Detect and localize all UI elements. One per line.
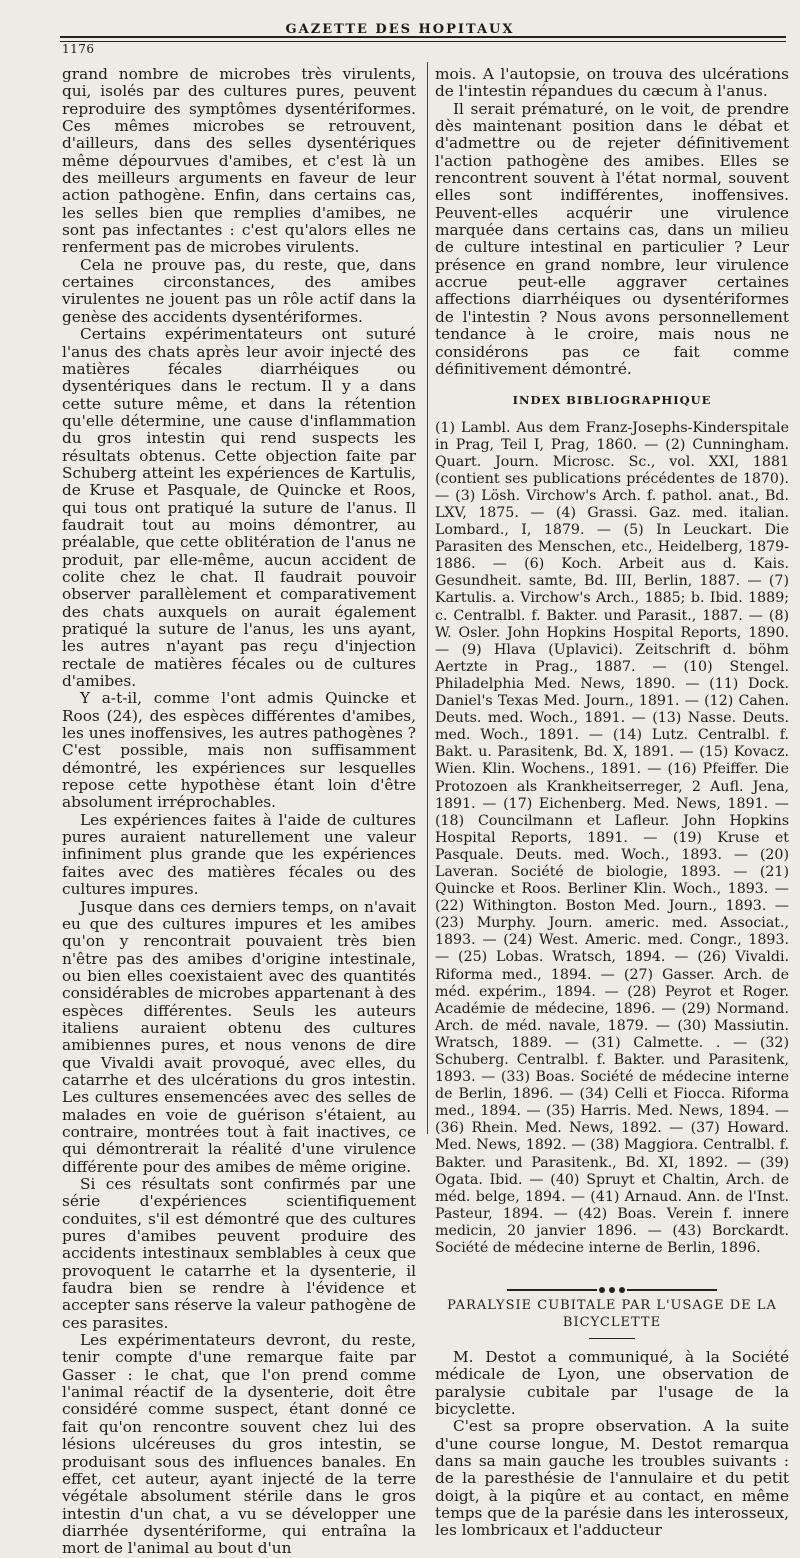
- paragraph: Les expérimentateurs devront, du reste, tenir compte d'une remarque faite par Gasser : le chat, que l'on prend comme l'animal réactif de la dysenterie, doit être considéré comme suspect, étant donné ce fait qu'on rencontre souvent chez lui des lésions ulcéreuses du gros intestin, se produisant sous des influences banales. En effet, cet auteur, ayant injecté de la terre végétale absolument stérile dans le gros intestin d'un chat, a vu se développer une diarrhée dysentériforme, qui entraîna la mort de l'animal au bout d'un: [62, 1331, 416, 1558]
- paragraph: mois. A l'autopsie, on trouva des ulcérations de l'intestin répandues du cæcum à l'anus.: [435, 65, 789, 101]
- right-column: [435, 66, 789, 1540]
- paragraph: Les expériences faites à l'aide de cultures pures auraient naturellement une valeur infiniment plus grande que les expériences faites avec des matières fécales ou des cultures impures.: [62, 810, 416, 899]
- title-rule: [589, 1338, 635, 1339]
- bibliography-heading: INDEX BIBLIOGRAPHIQUE: [512, 393, 712, 408]
- bibliography-text: (1) Lambl. Aus dem Franz-Josephs-Kinderspitale in Prag, Teil I, Prag, 1860. — (2) Cunningham. Quart. Journ. Microsc. Sc., vol. XXI, 1881 (contient ses publications précédentes de 1870). — (3) Lösh. Virchow's Arch. f. pathol. anat., Bd. LXV, 1875. — (4) Grassi. Gaz. med. italian. Lombard., I, 1879. — (5) In Leuckart. Die Parasiten des Menschen, etc., Heidelberg, 1879-1886. — (6) Koch. Arbeit aus d. Kais. Gesundheit. samte, Bd. III, Berlin, 1887. — (7) Kartulis. a. Virchow's Arch., 1885; b. Ibid. 1889; c. Centralbl. f. Bakter. und Parasit., 1887. — (8) W. Osler. John Hopkins Hospital Reports, 1890. — (9) Hlava (Uplavici). Zeitschrift d. böhm Aertzte in Prag., 1887. — (10) Stengel. Philadelphia Med. News, 1890. — (11) Dock. Daniel's Texas Med. Journ., 1891. — (12) Cahen. Deuts. med. Woch., 1891. — (13) Nasse. Deuts. med. Woch., 1891. — (14) Lutz. Centralbl. f. Bakt. u. Parasitenk, Bd. X, 1891. — (15) Kovacz. Wien. Klin. Wochens., 1891. — (16) Pfeiffer. Die Protozoen als Krankheitserreger, 2 Aufl. Jena, 1891. — (17) Eichenberg. Med. News, 1891. — (18) Councilmann et Lafleur. John Hopkins Hospital Reports, 1891. — (19) Kruse et Pasquale. Deuts. med. Woch., 1893. — (20) Laveran. Société de biologie, 1893. — (21) Quincke et Roos. Berliner Klin. Woch., 1893. — (22) Withington. Boston Med. Journ., 1893. — (23) Murphy. Journ. americ. med. Associat., 1893. — (24) West. Americ. med. Congr., 1893. — (25) Lobas. Wratsch, 1894. — (26) Vivaldi. Riforma med., 1894. — (27) Gasser. Arch. de méd. expérim., 1894. — (28) Peyrot et Roger. Académie de médecine, 1896. — (29) Normand. Arch. de méd. navale, 1879. — (30) Massiutin. Wratsch, 1889. — (31) Calmette. . — (32) Schuberg. Centralbl. f. Bakter. und Parasitenk, 1893. — (33) Boas. Société de médecine interne de Berlin, 1896. — (34) Celli et Fiocca. Riforma med., 1894. — (35) Harris. Med. News, 1894. — (36) Rhein. Med. News, 1892. — (37) Howard. Med. News, 1892. — (38) Maggiora. Centralbl. f. Bakter. und Parasitenk., Bd. XI, 1892. — (39) Ogata. Ibid. — (40) Spruyt et Chaltin, Arch. de méd. belge, 1894. — (41) Arnaud. Ann. de l'Inst. Pasteur, 1894. — (42) Boas. Verein f. innere medicin, 20 janvier 1896. — (43) Borckardt. Société de médecine interne de Berlin, 1896.: [435, 419, 789, 1257]
- column-divider: [427, 62, 428, 1134]
- section-ornament: [435, 1281, 789, 1289]
- left-column: [62, 66, 416, 1558]
- paragraph: grand nombre de microbes très virulents, qui, isolés par des cultures pures, peuvent reproduire des symptômes dysentériformes. Ces mêmes microbes se retrouvent, d'ailleurs, dans des selles dysentériques même dépourvues d'amibes, et c'est là un des meilleurs arguments en faveur de leur action pathogène. Enfin, dans certains cas, les selles bien que remplies d'amibes, ne sont pas infectantes : c'est qu'alors elles ne renferment pas de microbes virulents.: [62, 65, 416, 257]
- paragraph: Si ces résultats sont confirmés par une série d'expériences scientifiquement conduites, s'il est démontré que des cultures pures d'amibes peuvent produire des accidents intestinaux semblables à ceux que provoquent le catarrhe et la dysenterie, il faudra bien se rendre à l'évidence et accepter sans réserve la valeur pathogène de ces parasites.: [62, 1175, 416, 1332]
- paragraph: Jusque dans ces derniers temps, on n'avait eu que des cultures impures et les amibes qu'on y rencontrait pouvaient très bien n'être pas des amibes d'origine intestinale, ou bien elles coexistaient avec des quantités considérables de microbes appartenant à des espèces différentes. Seuls les auteurs italiens auraient obtenu des cultures amibiennes pures, et nous venons de dire que Vivaldi avait provoqué, avec elles, du catarrhe et des ulcérations du gros intestin. Les cultures ensemencées avec des selles de malades en voie de guérison s'étaient, au contraire, montrées tout à fait inactives, ce qui démontrerait la réalité d'une virulence différente pour des amibes de même origine.: [62, 897, 416, 1176]
- section-title: PARALYSIE CUBITALE PAR L'USAGE DE LA BICYCLETTE: [447, 1298, 777, 1331]
- paragraph: Y a-t-il, comme l'ont admis Quincke et Roos (24), des espèces différentes d'amibes, les unes inoffensives, les autres pathogènes ? C'est possible, mais non suffisamment démontré, les expériences sur lesquelles repose cette hypothèse étant loin d'être absolument irréprochables.: [62, 689, 416, 812]
- header-rule: [60, 36, 786, 38]
- header-rule-thin: [60, 41, 786, 42]
- paragraph: C'est sa propre observation. A la suite d'une course longue, M. Destot remarqua dans sa main gauche les troubles suivants : de la paresthésie de l'annulaire et du petit doigt, à la piqûre et au contact, en même temps que de la parésie dans les interosseux, les lombricaux et l'adducteur: [435, 1417, 789, 1540]
- paragraph: M. Destot a communiqué, à la Société médicale de Lyon, une observation de paralysie cubitale par l'usage de la bicyclette.: [435, 1347, 789, 1418]
- bibliography: [435, 420, 789, 1258]
- page-number: 1176: [62, 42, 95, 56]
- running-head: GAZETTE DES HOPITAUX: [285, 22, 515, 37]
- paragraph: Certains expérimentateurs ont suturé l'anus des chats après leur avoir injecté des matières fécales diarrhéiques ou dysentériques dans le rectum. Il y a dans cette suture même, et dans la rétention qu'elle détermine, une cause d'inflammation du gros intestin qui rend suspects les résultats obtenus. Cette objection faite par Schuberg atteint les expériences de Kartulis, de Kruse et Pasquale, de Quincke et Roos, qui tous ont pratiqué la suture de l'anus. Il faudrait tout au moins démontrer, au préalable, que cette oblitération de l'anus ne produit, par elle-même, aucun accident de colite chez le chat. Il faudrait pouvoir observer parallèlement et comparativement des chats auxquels on aurait également pratiqué la suture de l'anus, les uns ayant, les autres n'ayant pas reçu d'injection rectale de matières fécales ou de cultures d'amibes.: [62, 325, 416, 691]
- paragraph: Il serait prématuré, on le voit, de prendre dès maintenant position dans le débat et d'admettre ou de rejeter définitivement l'action pathogène des amibes. Elles se rencontrent souvent à l'état normal, souvent elles sont indifférentes, inoffensives. Peuvent-elles acquérir une virulence marquée dans certains cas, dans un milieu de culture intestinal en particulier ? Leur présence en grand nombre, leur virulence accrue peut-elle aggraver certaines affections diarrhéiques ou dysentériformes de l'intestin ? Nous avons personnellement tendance à le croire, mais nous ne considérons pas ce fait comme définitivement démontré.: [435, 99, 789, 378]
- paragraph: Cela ne prouve pas, du reste, que, dans certaines circonstances, des amibes virulentes ne jouent pas un rôle actif dans la genèse des accidents dysentériformes.: [62, 255, 416, 326]
